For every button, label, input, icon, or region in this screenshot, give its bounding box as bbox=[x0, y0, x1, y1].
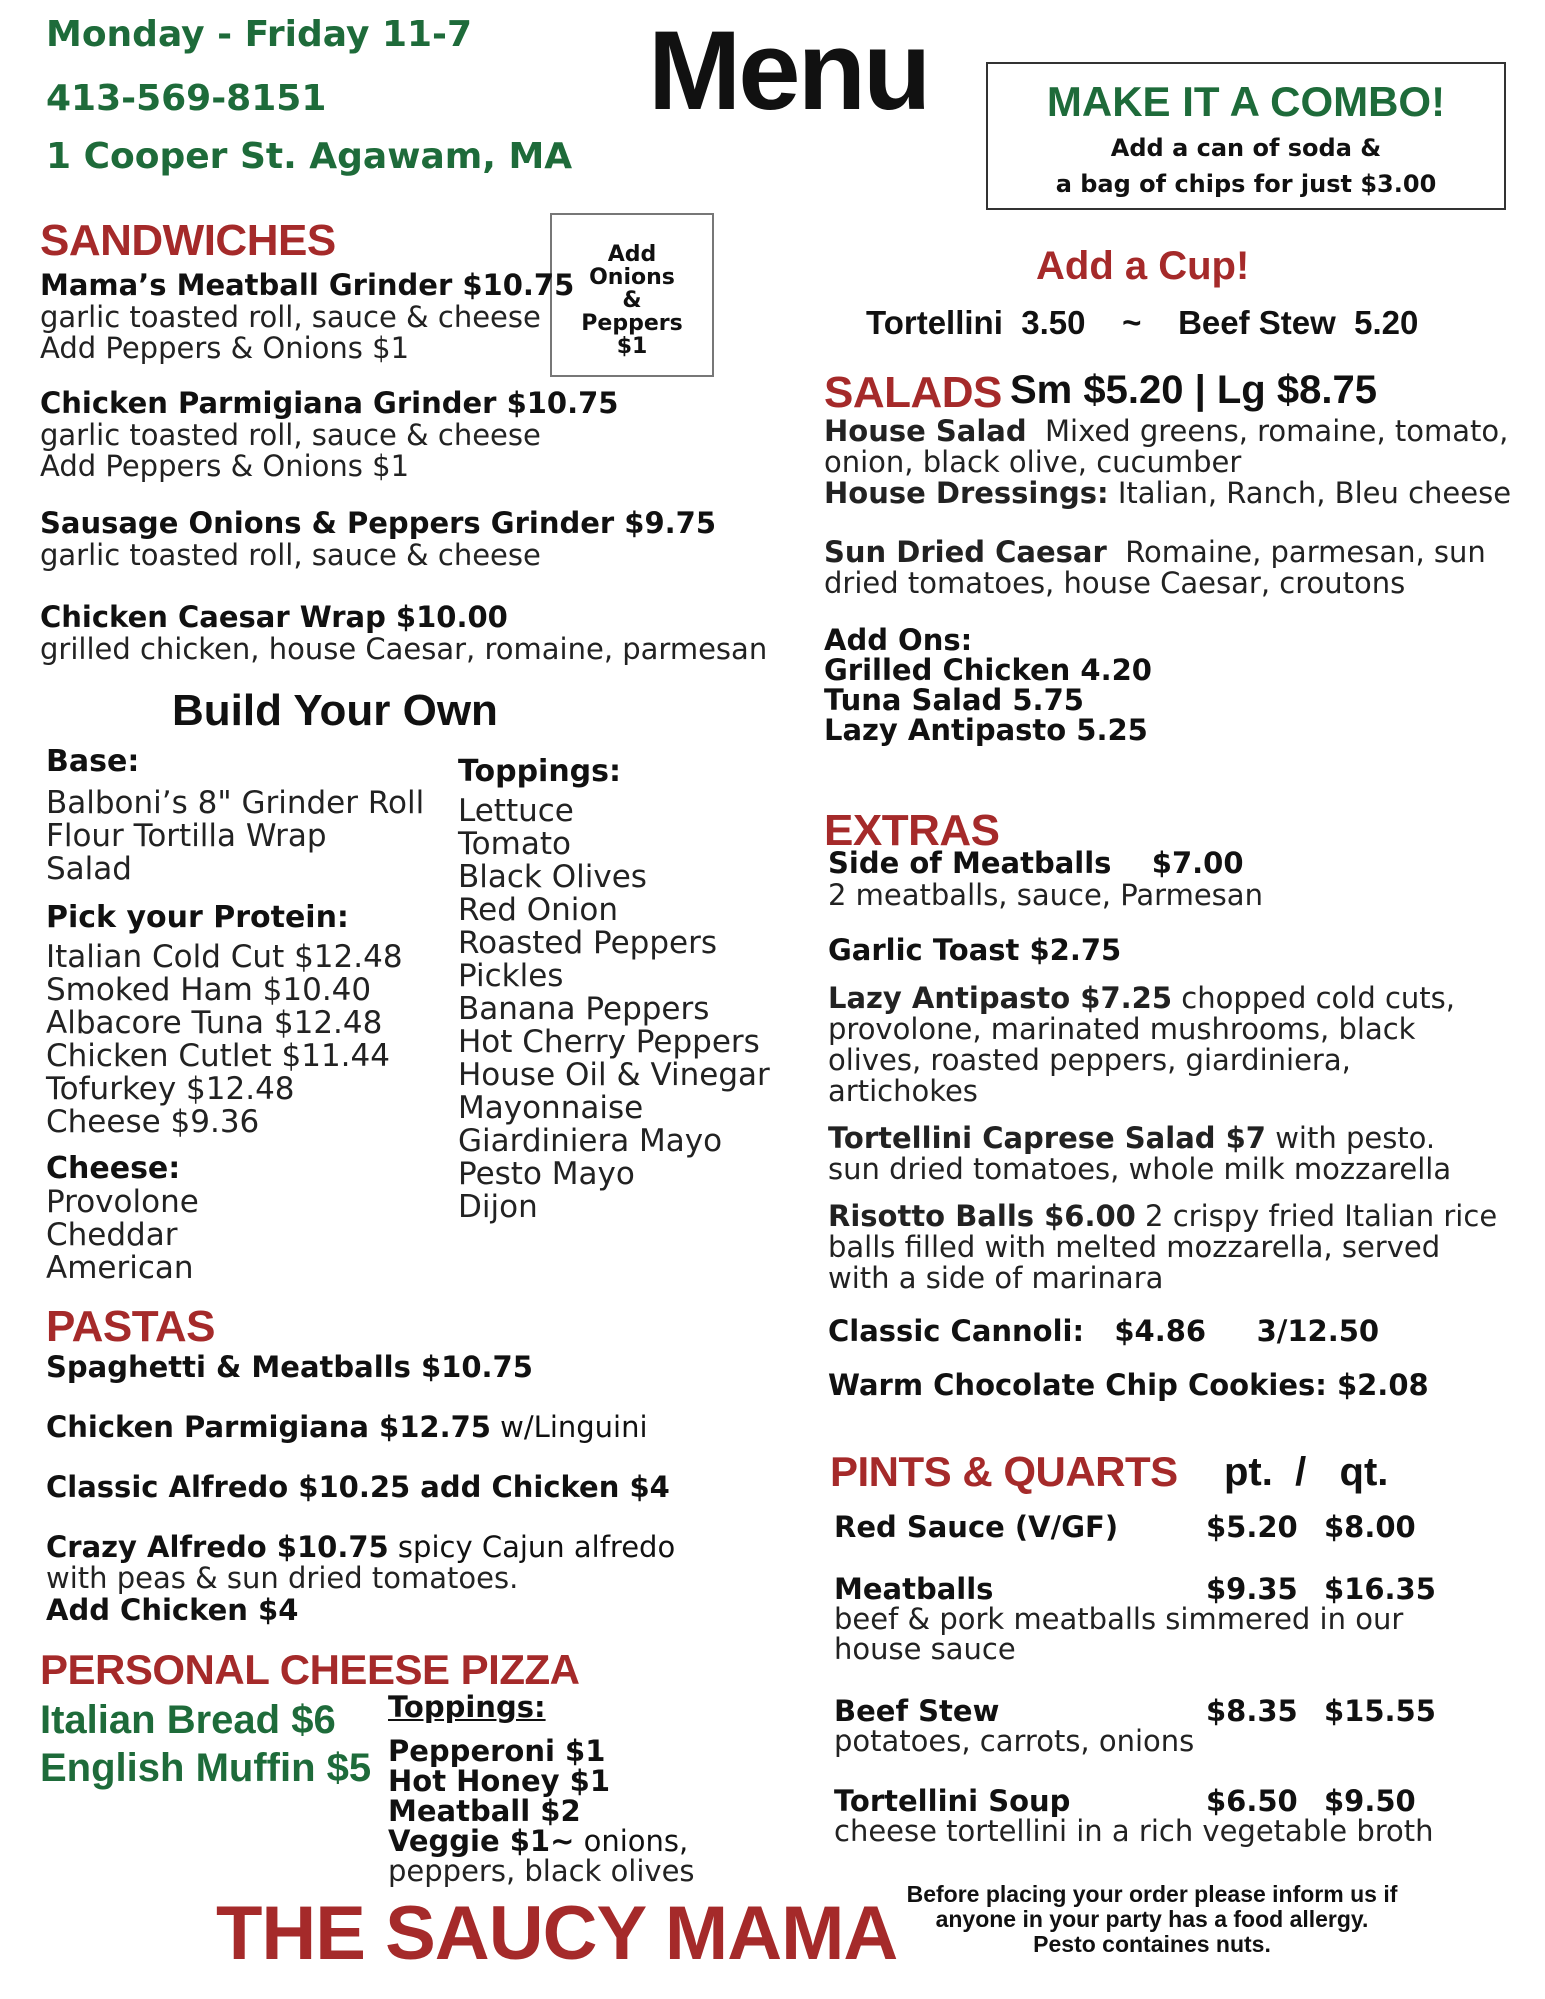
list-item: Hot Cherry Peppers bbox=[458, 1024, 760, 1060]
house-salad-desc-2: onion, black olive, cucumber bbox=[824, 445, 1242, 479]
toppings-label: Toppings: bbox=[458, 754, 622, 789]
pint-item-desc: house sauce bbox=[834, 1632, 1016, 1666]
add-a-cup-line: Tortellini 3.50 ~ Beef Stew 5.20 bbox=[866, 304, 1419, 341]
pizza-english-muffin: English Muffin $5 bbox=[40, 1746, 372, 1790]
sandwich-name: Mama’s Meatball Grinder $10.75 bbox=[40, 268, 575, 302]
list-item: Pesto Mayo bbox=[458, 1156, 635, 1192]
pizza-topping-veggie: Veggie $1~ bbox=[388, 1824, 575, 1858]
list-item: Lettuce bbox=[458, 793, 574, 829]
toppings-list bbox=[458, 795, 770, 1224]
sun-dried-caesar-desc: Romaine, parmesan, sun bbox=[1106, 535, 1486, 569]
sandwich-desc: grilled chicken, house Caesar, romaine, parmesan bbox=[40, 632, 768, 666]
list-item: Black Olives bbox=[458, 859, 647, 895]
sun-dried-caesar-desc-2: dried tomatoes, house Caesar, croutons bbox=[824, 566, 1406, 600]
sandwich-desc: garlic toasted roll, sauce & cheese bbox=[40, 418, 541, 452]
list-item: Pickles bbox=[458, 958, 564, 994]
pizza-toppings-label: Toppings: bbox=[388, 1690, 546, 1724]
pint-item-desc: potatoes, carrots, onions bbox=[834, 1724, 1195, 1758]
brand-logo-text: THE SAUCY MAMA bbox=[216, 1891, 898, 1976]
add-on-item: Grilled Chicken 4.20 bbox=[824, 653, 1152, 687]
pint-item-desc: cheese tortellini in a rich vegetable broth bbox=[834, 1814, 1434, 1848]
pastas-heading: PASTAS bbox=[46, 1302, 215, 1351]
list-item: American bbox=[46, 1250, 194, 1286]
sandwich-desc: garlic toasted roll, sauce & cheese bbox=[40, 538, 541, 572]
list-item: Tomato bbox=[458, 826, 571, 862]
pint-item-pt: $5.20 bbox=[1206, 1510, 1298, 1544]
combo-line-1: Add a can of soda & bbox=[1110, 134, 1382, 162]
pasta-chicken-parm bbox=[46, 1410, 648, 1444]
pasta-spaghetti: Spaghetti & Meatballs $10.75 bbox=[46, 1350, 533, 1384]
pint-item-name: Tortellini Soup bbox=[834, 1784, 1071, 1818]
extras-risotto-desc: 2 crispy fried Italian rice bbox=[1135, 1199, 1498, 1233]
extras-risotto-name: Risotto Balls $6.00 bbox=[828, 1199, 1136, 1233]
pint-item-qt: $8.00 bbox=[1324, 1510, 1416, 1544]
list-item: Cheese $9.36 bbox=[46, 1104, 260, 1140]
protein-label: Pick your Protein: bbox=[46, 900, 349, 935]
extras-lazy-desc-4: artichokes bbox=[828, 1074, 978, 1108]
pint-item-qt: $16.35 bbox=[1324, 1572, 1436, 1606]
add-ons-label: Add Ons: bbox=[824, 623, 973, 657]
address-text: 1 Cooper St. Agawam, MA bbox=[46, 136, 573, 177]
extras-caprese-name: Tortellini Caprese Salad $7 bbox=[828, 1121, 1266, 1155]
pasta-crazy-alfredo bbox=[46, 1530, 675, 1627]
pizza-italian-bread: Italian Bread $6 bbox=[40, 1698, 336, 1742]
sandwich-item bbox=[40, 386, 619, 482]
base-list bbox=[46, 787, 424, 886]
list-item: Dijon bbox=[458, 1189, 538, 1225]
allergy-line-2: anyone in your party has a food allergy. bbox=[935, 1906, 1369, 1932]
cheese-list bbox=[46, 1186, 424, 1285]
crazy-alfredo-name: Crazy Alfredo $10.75 bbox=[46, 1530, 389, 1564]
dressings-label: House Dressings: bbox=[824, 476, 1109, 510]
list-item: Salad bbox=[46, 851, 132, 887]
list-item: Italian Cold Cut $12.48 bbox=[46, 939, 403, 975]
pizza-topping-veggie-desc: onions, bbox=[574, 1824, 689, 1858]
extras-risotto-desc-3: with a side of marinara bbox=[828, 1261, 1164, 1295]
list-item: Banana Peppers bbox=[458, 991, 710, 1027]
salads-heading: SALADS bbox=[824, 368, 1002, 417]
allergy-line-3: Pesto containes nuts. bbox=[1033, 1931, 1271, 1957]
list-item: Roasted Peppers bbox=[458, 925, 718, 961]
list-item: Albacore Tuna $12.48 bbox=[46, 1005, 383, 1041]
phone-text: 413-569-8151 bbox=[46, 78, 327, 119]
pizza-topping: Hot Honey $1 bbox=[388, 1764, 611, 1798]
combo-line-2: a bag of chips for just $3.00 bbox=[1055, 170, 1437, 198]
crazy-alfredo-add: Add Chicken $4 bbox=[46, 1593, 299, 1627]
sun-dried-caesar-name: Sun Dried Caesar bbox=[824, 535, 1107, 569]
extras-lazy-name: Lazy Antipasto $7.25 bbox=[828, 981, 1173, 1015]
crazy-alfredo-desc-2: with peas & sun dried tomatoes. bbox=[46, 1561, 519, 1595]
sandwich-name: Sausage Onions & Peppers Grinder $9.75 bbox=[40, 506, 717, 540]
allergy-line-1: Before placing your order please inform us if bbox=[906, 1881, 1398, 1907]
list-item: Tofurkey $12.48 bbox=[46, 1071, 295, 1107]
byo-left-column bbox=[46, 744, 424, 1285]
extras-heading: EXTRAS bbox=[824, 806, 1000, 855]
pizza-heading: PERSONAL CHEESE PIZZA bbox=[40, 1646, 580, 1693]
list-item: Red Onion bbox=[458, 892, 619, 928]
build-your-own-heading: Build Your Own bbox=[172, 686, 498, 735]
house-salad-name: House Salad bbox=[824, 414, 1027, 448]
sandwich-item bbox=[40, 506, 716, 571]
pasta-alfredo: Classic Alfredo $10.25 add Chicken $4 bbox=[46, 1470, 670, 1504]
pint-item-name: Red Sauce (V/GF) bbox=[834, 1510, 1119, 1544]
cheese-label: Cheese: bbox=[46, 1151, 181, 1186]
sandwich-name: Chicken Parmigiana Grinder $10.75 bbox=[40, 386, 619, 420]
pint-item-pt: $6.50 bbox=[1206, 1784, 1298, 1818]
onions-box-line-5: $1 bbox=[616, 334, 648, 359]
extras-lazy-desc-3: olives, roasted peppers, giardiniera, bbox=[828, 1043, 1351, 1077]
onions-box-line-4: Peppers bbox=[581, 311, 683, 336]
sandwiches-heading: SANDWICHES bbox=[40, 216, 336, 265]
combo-title: MAKE IT A COMBO! bbox=[1046, 78, 1446, 125]
onions-box-line-1: Add bbox=[607, 242, 657, 267]
list-item: Smoked Ham $10.40 bbox=[46, 972, 372, 1008]
pizza-topping: Meatball $2 bbox=[388, 1794, 581, 1828]
extras-caprese-desc: with pesto. bbox=[1265, 1121, 1436, 1155]
pint-item-qt: $15.55 bbox=[1324, 1694, 1436, 1728]
sandwich-item bbox=[40, 600, 767, 665]
list-item: Cheddar bbox=[46, 1217, 178, 1253]
list-item: Provolone bbox=[46, 1184, 199, 1220]
onions-box-line-3: & bbox=[622, 288, 642, 313]
sandwich-name: Chicken Caesar Wrap $10.00 bbox=[40, 600, 508, 634]
onions-box-line-2: Onions bbox=[589, 265, 675, 290]
add-on-item: Tuna Salad 5.75 bbox=[824, 683, 1084, 717]
extras-cannoli: Classic Cannoli: $4.86 3/12.50 bbox=[828, 1314, 1380, 1348]
list-item: Flour Tortilla Wrap bbox=[46, 818, 327, 854]
sandwich-desc: Add Peppers & Onions $1 bbox=[40, 331, 410, 365]
sandwich-desc: Add Peppers & Onions $1 bbox=[40, 449, 410, 483]
list-item: Chicken Cutlet $11.44 bbox=[46, 1038, 390, 1074]
list-item: Balboni’s 8" Grinder Roll bbox=[46, 785, 425, 821]
extras-cookies: Warm Chocolate Chip Cookies: $2.08 bbox=[828, 1368, 1429, 1402]
combo-box bbox=[986, 62, 1506, 210]
sandwich-item bbox=[40, 268, 574, 364]
extras-caprese-desc-2: sun dried tomatoes, whole milk mozzarella bbox=[828, 1152, 1452, 1186]
list-item: House Oil & Vinegar bbox=[458, 1057, 770, 1093]
hours-text: Monday - Friday 11-7 bbox=[46, 14, 473, 55]
pint-item-name: Beef Stew bbox=[834, 1694, 1000, 1728]
pint-item-qt: $9.50 bbox=[1324, 1784, 1416, 1818]
pasta-chicken-desc: w/Linguini bbox=[490, 1410, 648, 1444]
allergy-note bbox=[852, 1882, 1452, 1957]
extras-lazy-desc-2: provolone, marinated mushrooms, black bbox=[828, 1012, 1416, 1046]
pizza-topping-veggie-desc-2: peppers, black olives bbox=[388, 1854, 695, 1888]
sandwich-desc: garlic toasted roll, sauce & cheese bbox=[40, 300, 541, 334]
salads-prices: Sm $5.20 | Lg $8.75 bbox=[1010, 368, 1377, 412]
base-label: Base: bbox=[46, 744, 140, 779]
page-title: Menu bbox=[648, 8, 929, 133]
extras-garlic-toast: Garlic Toast $2.75 bbox=[828, 933, 1122, 967]
pints-quarts-heading: PINTS & QUARTS bbox=[830, 1448, 1178, 1495]
dressings-values: Italian, Ranch, Bleu cheese bbox=[1108, 476, 1512, 510]
extras-risotto-desc-2: balls filled with melted mozzarella, served bbox=[828, 1230, 1441, 1264]
pint-item-name: Meatballs bbox=[834, 1572, 994, 1606]
pint-item-pt: $9.35 bbox=[1206, 1572, 1298, 1606]
extras-meatballs-desc: 2 meatballs, sauce, Parmesan bbox=[828, 878, 1263, 912]
byo-toppings-column bbox=[458, 754, 770, 1224]
protein-list bbox=[46, 941, 424, 1139]
add-on-item: Lazy Antipasto 5.25 bbox=[824, 713, 1148, 747]
list-item: Mayonnaise bbox=[458, 1090, 644, 1126]
crazy-alfredo-desc: spicy Cajun alfredo bbox=[388, 1530, 676, 1564]
pizza-toppings bbox=[388, 1690, 695, 1887]
extras-lazy-desc: chopped cold cuts, bbox=[1172, 981, 1455, 1015]
pint-item-pt: $8.35 bbox=[1206, 1694, 1298, 1728]
pizza-topping: Pepperoni $1 bbox=[388, 1734, 606, 1768]
house-salad-desc: Mixed greens, romaine, tomato, bbox=[1026, 414, 1509, 448]
list-item: Giardiniera Mayo bbox=[458, 1123, 723, 1159]
salads-list bbox=[824, 416, 1511, 745]
add-onions-peppers-box bbox=[550, 213, 714, 377]
extras-list bbox=[828, 846, 1497, 1402]
pasta-chicken-name: Chicken Parmigiana $12.75 bbox=[46, 1410, 491, 1444]
pints-quarts-units: pt. / qt. bbox=[1224, 1450, 1389, 1494]
pint-item-desc: beef & pork meatballs simmered in our bbox=[834, 1602, 1404, 1636]
extras-meatballs-name: Side of Meatballs $7.00 bbox=[828, 846, 1244, 880]
add-a-cup-heading: Add a Cup! bbox=[1036, 244, 1250, 288]
